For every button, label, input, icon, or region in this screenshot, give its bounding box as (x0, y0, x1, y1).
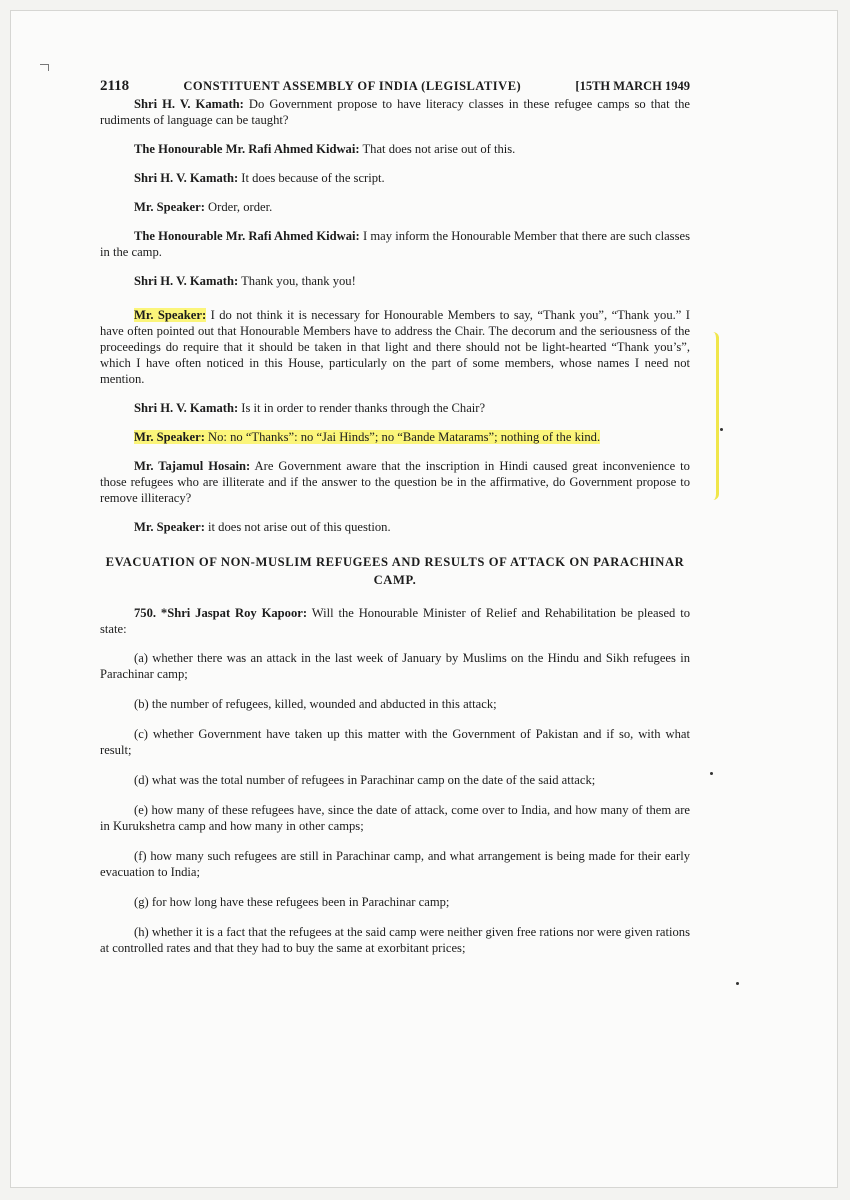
paragraph-text: It does because of the script. (238, 171, 385, 185)
paragraph-text: Are Government aware that the inscription in Hindi caused great inconvenience to those refugees who are illiterate and if the answer to the question be in the affirmative, do Government propose to remove illiteracy? (100, 459, 690, 505)
speaker-name: Mr. Speaker: (134, 430, 205, 444)
page-number: 2118 (100, 78, 130, 94)
speaker-name-highlighted: Mr. Speaker: (134, 308, 207, 322)
scan-speck (710, 772, 713, 775)
document-title: CONSTITUENT ASSEMBLY OF INDIA (LEGISLATIVE) (183, 79, 522, 93)
speaker-name: Mr. Speaker: (134, 200, 205, 214)
list-item: (e) how many of these refugees have, since the date of attack, come over to India, and how many of them are in Kurukshetra camp and how many in other camps; (100, 803, 690, 833)
paragraph (100, 170, 690, 186)
running-header (100, 78, 690, 94)
paragraph-text: it does not arise out of this question. (204, 520, 391, 534)
speaker-name: The Honourable Mr. Rafi Ahmed Kidwai: (134, 142, 360, 156)
section-heading: EVACUATION OF NON-MUSLIM REFUGEES AND RESULTS OF ATTACK ON PARACHINAR CAMP. (105, 555, 685, 587)
question-paragraph (100, 605, 690, 637)
list-item: (a) whether there was an attack in the last week of January by Muslims on the Hindu and Sikh refugees in Parachinar camp; (100, 651, 690, 681)
paragraph (100, 519, 690, 535)
list-item: (g) for how long have these refugees been in Parachinar camp; (134, 895, 450, 909)
scan-mark (40, 64, 49, 71)
speaker-name: The Honourable Mr. Rafi Ahmed Kidwai: (134, 229, 360, 243)
question-number: 750. * (134, 606, 168, 620)
scan-speck (736, 982, 739, 985)
paragraph (100, 141, 690, 157)
paragraph-text: That does not arise out of this. (359, 142, 516, 156)
speaker-name: Shri H. V. Kamath: (134, 171, 239, 185)
paragraph (100, 228, 690, 260)
list-item: (h) whether it is a fact that the refugees at the said camp were neither given free rations nor were given rations at controlled rates and that they had to buy the same at exorbitant prices; (100, 925, 690, 955)
document-date: [15TH MARCH 1949 (575, 79, 690, 93)
list-item: (d) what was the total number of refugees in Parachinar camp on the date of the said attack; (134, 773, 596, 787)
paragraph-speaker-remark (100, 307, 690, 387)
paragraph-text: I may inform the Honourable Member that there are such classes in the camp. (100, 229, 690, 259)
document-page (100, 78, 690, 970)
list-item: (c) whether Government have taken up this matter with the Government of Pakistan and if so, with what result; (100, 727, 690, 757)
list-item: (b) the number of refugees, killed, wounded and abducted in this attack; (134, 697, 497, 711)
paragraph (100, 199, 690, 215)
paragraph-text: Do Government propose to have literacy classes in these refugee camps so that the rudiments of language can be taught? (100, 97, 691, 127)
speaker-name: Shri H. V. Kamath: (134, 401, 239, 415)
paragraph-text-highlighted: No: no “Thanks”: no “Jai Hinds”; no “Bande Matarams”; nothing of the kind. (204, 430, 601, 444)
paragraph (100, 96, 690, 128)
paragraph-highlighted (100, 429, 690, 445)
paragraph-text: Will the Honourable Minister of Relief and Rehabilitation be pleased to state: (100, 606, 690, 636)
scan-speck (720, 428, 723, 431)
paragraph-text: Is it in order to render thanks through the Chair? (238, 401, 486, 415)
paragraph (100, 400, 690, 416)
speaker-name: Shri Jaspat Roy Kapoor: (167, 606, 308, 620)
speaker-name: Mr. Tajamul Hosain: (134, 459, 251, 473)
paragraph-text: I do not think it is necessary for Honourable Members to say, “Thank you”, “Thank you.” I have often pointed out that Honourable Members have to address the Chair. The decorum and the seriousness of the proceedings do require that it should be taken in that light and there should not be light-hearted “Thank you’s”, which I have often noticed in this House, particularly on the part of some members, whose names I need not mention. (100, 308, 691, 386)
highlight-margin-mark (702, 332, 719, 500)
paragraph-text: Order, order. (204, 200, 273, 214)
paragraph (100, 273, 690, 289)
paragraph-text: Thank you, thank you! (238, 274, 356, 288)
speaker-name: Mr. Speaker: (134, 520, 205, 534)
speaker-name: Shri H. V. Kamath: (134, 97, 244, 111)
list-item: (f) how many such refugees are still in Parachinar camp, and what arrangement is being made for their early evacuation to India; (100, 849, 690, 879)
paragraph (100, 458, 690, 506)
speaker-name: Shri H. V. Kamath: (134, 274, 239, 288)
